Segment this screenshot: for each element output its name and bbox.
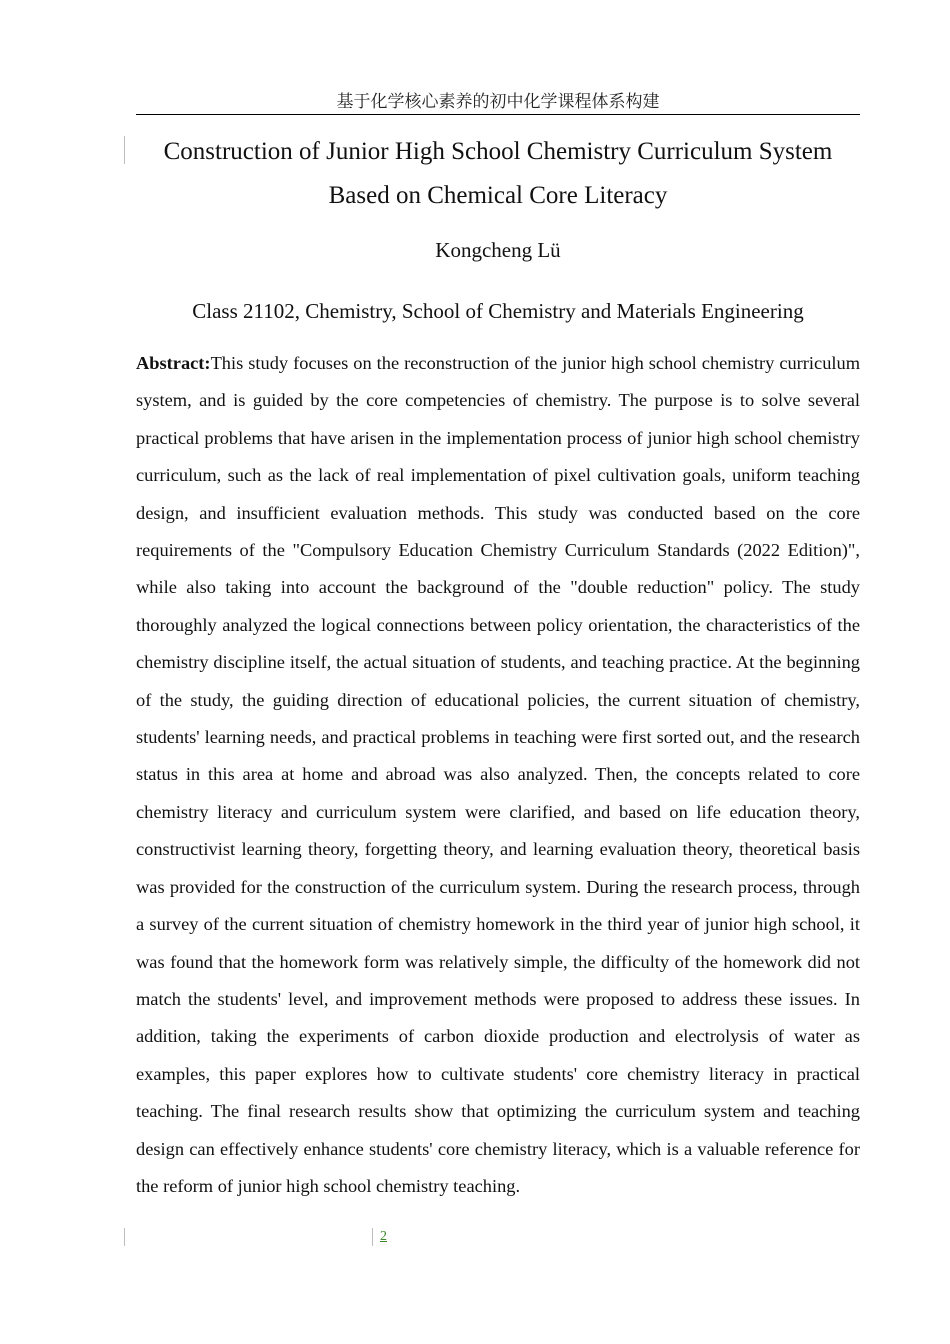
- abstract: [136, 345, 860, 1205]
- header-rule: [136, 114, 860, 115]
- author-affiliation: Class 21102, Chemistry, School of Chemistry and Materials Engineering: [192, 299, 804, 323]
- running-header: 基于化学核心素养的初中化学课程体系构建: [336, 92, 660, 112]
- page-number[interactable]: 2: [380, 1229, 387, 1244]
- paper-title: Construction of Junior High School Chemistry Curriculum System Based on Chemical Core Literacy: [163, 138, 833, 209]
- margin-mark-top: [124, 136, 125, 164]
- margin-mark-bottom-left: [124, 1228, 125, 1246]
- author-name: Kongcheng Lü: [435, 238, 561, 262]
- margin-mark-bottom-center: [372, 1228, 373, 1246]
- abstract-text: This study focuses on the reconstruction of the junior high school chemistry curriculum system, and is guided by the core competencies of chemistry. The purpose is to solve several practical problems that have arisen in the implementation process of junior high school chemistry curriculum, such as the lack of real implementation of pixel cultivation goals, uniform teaching design, and insufficient evaluation methods. This study was conducted based on the core requirements of the "Compulsory Education Chemistry Curriculum Standards (2022 Edition)", while also taking into account the background of the "double reduction" policy. The study thoroughly analyzed the logical connections between policy orientation, the characteristics of the chemistry discipline itself, the actual situation of students, and teaching practice. At the beginning of the study, the guiding direction of educational policies, the current situation of chemistry, students' learning needs, and practical problems in teaching were first sorted out, and the research status in this area at home and abroad was also analyzed. Then, the concepts related to core chemistry literacy and curriculum system were clarified, and based on life education theory, constructivist learning theory, forgetting theory, and learning evaluation theory, theoretical basis was provided for the construction of the curriculum system. During the research process, through a survey of the current situation of chemistry homework in the third year of junior high school, it was found that the homework form was relatively simple, the difficulty of the homework did not match the students' level, and improvement methods were proposed to address these issues. In addition, taking the experiments of carbon dioxide production and electrolysis of water as examples, this paper explores how to cultivate students' core chemistry literacy in practical teaching. The final research results show that optimizing the curriculum system and teaching design can effectively enhance students' core chemistry literacy, which is a valuable reference for the reform of junior high school chemistry teaching.: [136, 353, 860, 1196]
- abstract-label: Abstract:: [136, 353, 211, 373]
